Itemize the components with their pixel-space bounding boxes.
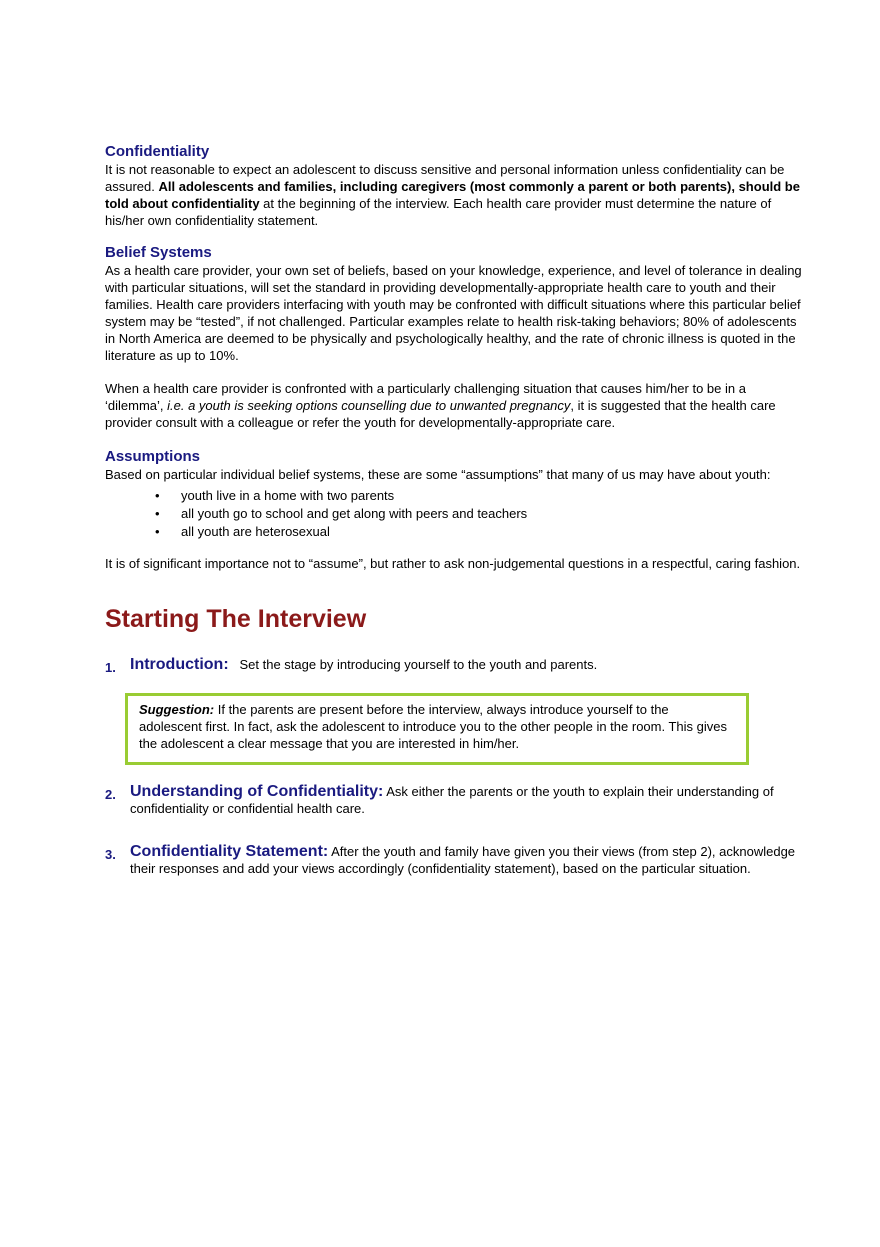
step-understanding-confidentiality [105, 783, 805, 817]
confidentiality-bold-text: All adolescents and families, including caregivers (most commonly a parent or both parents), should be told about confidentiality [105, 179, 800, 211]
assumptions-intro: Based on particular individual belief systems, these are some “assumptions” that many of us may have about youth: [105, 467, 771, 482]
step-confidentiality-statement [105, 843, 805, 877]
step-number: 2. [105, 787, 116, 802]
belief-systems-section [105, 243, 805, 431]
list-item [105, 487, 805, 505]
list-item [105, 505, 805, 523]
belief-systems-italic-example: i.e. a youth is seeking options counselling due to unwanted pregnancy [167, 398, 571, 413]
belief-systems-paragraph-2-end: , it is suggested that the health care provider consult with a colleague or refer the youth for developmentally-appropriate care. [105, 398, 776, 430]
list-item-text: all youth are heterosexual [181, 524, 330, 539]
confidentiality-section [105, 142, 805, 229]
list-item [105, 523, 805, 541]
assumptions-heading: Assumptions [105, 448, 201, 465]
belief-systems-heading: Belief Systems [105, 244, 212, 261]
bullet-icon: • [155, 506, 160, 521]
confidentiality-paragraph [105, 161, 805, 229]
step-number: 1. [105, 660, 116, 675]
belief-systems-paragraph-2 [105, 380, 805, 431]
step-title: Introduction: [130, 656, 229, 673]
interview-heading: Starting The Interview [105, 605, 367, 633]
confidentiality-heading: Confidentiality [105, 143, 210, 160]
step-introduction [105, 656, 805, 673]
bullet-icon: • [155, 524, 160, 539]
suggestion-box [125, 693, 749, 765]
assumptions-closing: It is of significant importance not to “assume”, but rather to ask non-judgemental questions in a respectful, caring fashion. [105, 556, 801, 571]
step-text: Set the stage by introducing yourself to the youth and parents. [239, 657, 598, 672]
belief-systems-paragraph-2-start: When a health care provider is confronted with a particularly challenging situation that causes him/her to be in a ‘dilemma’, [105, 381, 746, 413]
step-text: Ask either the parents or the youth to explain their understanding of confidentiality or confidential health care. [130, 784, 774, 816]
step-title: Understanding of Confidentiality: [130, 783, 384, 800]
page-content [105, 142, 805, 877]
step-number: 3. [105, 847, 116, 862]
list-item-text: all youth go to school and get along with peers and teachers [181, 506, 528, 521]
suggestion-text: If the parents are present before the interview, always introduce yourself to the adolescent first. In fact, ask the adolescent to introduce you to the other people in the room. This gives the adolescent a clear message that you are interested in him/her. [139, 702, 727, 751]
list-item-text: youth live in a home with two parents [181, 488, 395, 503]
interview-section [105, 604, 805, 877]
assumptions-list [105, 487, 805, 541]
step-title: Confidentiality Statement: [130, 843, 329, 860]
confidentiality-text-1: It is not reasonable to expect an adolescent to discuss sensitive and personal information unless confidentiality can be assured. [105, 162, 785, 194]
belief-systems-paragraph-1: As a health care provider, your own set of beliefs, based on your knowledge, experience, and level of tolerance in dealing with particular situations, will set the standard in providing developmentally-appropriate health care to youth and their families. Health care providers interfacing with youth may be confronted with difficult situations where this particular belief system may be “tested”, if not challenged. Particular examples relate to health risk-taking behaviors; 80% of adolescents in North America are deemed to be physically and psychologically healthy, and the rate of chronic illness is quoted in the literature as up to 10%. [105, 263, 802, 363]
suggestion-label: Suggestion: [139, 702, 215, 717]
bullet-icon: • [155, 488, 160, 503]
step-text: After the youth and family have given you their views (from step 2), acknowledge their responses and add your views accordingly (confidentiality statement), based on the particular situation. [130, 844, 796, 876]
assumptions-section [105, 447, 805, 572]
confidentiality-text-2: at the beginning of the interview. Each health care provider must determine the nature of his/her own confidentiality statement. [105, 196, 772, 228]
